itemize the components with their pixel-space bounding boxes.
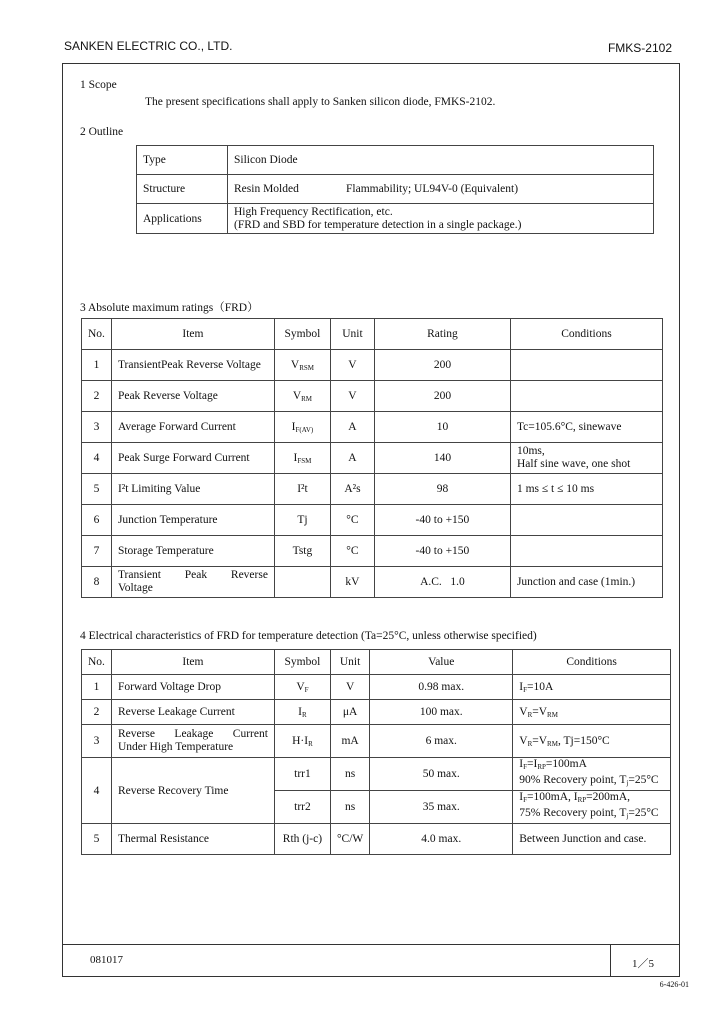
- outline-label: Applications: [137, 204, 228, 234]
- scope-text: The present specifications shall apply to Sanken silicon diode, FMKS-2102.: [145, 96, 496, 108]
- cell-no: 2: [82, 381, 112, 412]
- cell-unit: A: [330, 443, 374, 474]
- cell-conditions: [513, 675, 671, 700]
- cell-no: 8: [82, 567, 112, 598]
- table-row: [82, 725, 671, 758]
- cell-unit: ns: [330, 758, 369, 791]
- cond-part: =10A: [527, 680, 554, 693]
- cell-item: Peak Surge Forward Current: [111, 443, 274, 474]
- cond-part: =25°C: [628, 807, 659, 819]
- symbol-main: I: [291, 420, 296, 433]
- cell-item: Storage Temperature: [111, 536, 274, 567]
- cond-part: V: [519, 705, 528, 718]
- cell-conditions: [510, 443, 662, 474]
- ratings-table: [81, 318, 663, 598]
- footer-divider: [62, 944, 680, 945]
- cond-sub: RP: [577, 796, 587, 804]
- condition-line: [519, 774, 664, 790]
- cell-unit: V: [330, 350, 374, 381]
- cell-rating: -40 to +150: [374, 505, 510, 536]
- cond-sub: R: [527, 739, 533, 748]
- cell-item: Reverse Leakage Current: [111, 700, 274, 725]
- symbol-sub: F(AV): [295, 425, 314, 434]
- col-header-unit: Unit: [330, 319, 374, 350]
- symbol-sub: R: [302, 710, 307, 719]
- cell-unit: °C: [330, 505, 374, 536]
- cell-conditions: [510, 536, 662, 567]
- outline-value: [228, 175, 654, 204]
- table-row: [82, 536, 663, 567]
- cell-symbol: [274, 381, 330, 412]
- cell-conditions: [510, 350, 662, 381]
- symbol-main: I: [293, 451, 298, 464]
- symbol-sub: RM: [301, 394, 313, 403]
- outline-label: Type: [137, 146, 228, 175]
- flammability-value: Flammability; UL94V-0 (Equivalent): [346, 183, 519, 195]
- col-header-symbol: Symbol: [274, 650, 330, 675]
- cell-unit: mA: [330, 725, 369, 758]
- cell-no: 4: [82, 443, 112, 474]
- cond-part: 75% Recovery point, T: [519, 807, 627, 819]
- cell-no: 4: [82, 758, 112, 824]
- cell-conditions: [510, 381, 662, 412]
- cell-no: 5: [82, 824, 112, 855]
- item-line: Reverse Leakage Current: [117, 728, 268, 740]
- cell-no: 6: [82, 505, 112, 536]
- table-row: [82, 443, 663, 474]
- cell-conditions: Between Junction and case.: [513, 824, 671, 855]
- section-ratings-title: 3 Absolute maximum ratings（FRD）: [80, 302, 259, 314]
- applications-line: (FRD and SBD for temperature detection in a single package.): [234, 218, 522, 231]
- cell-unit: V: [330, 381, 374, 412]
- symbol-sub: F: [304, 685, 309, 694]
- cell-symbol: Tstg: [274, 536, 330, 567]
- cell-item: [111, 725, 274, 758]
- cell-conditions: 1 ms ≤ t ≤ 10 ms: [510, 474, 662, 505]
- cell-item: Reverse Recovery Time: [111, 758, 274, 824]
- cell-conditions: Junction and case (1min.): [510, 567, 662, 598]
- cell-no: 3: [82, 725, 112, 758]
- cell-item: TransientPeak Reverse Voltage: [111, 350, 274, 381]
- outline-table: [136, 145, 654, 234]
- cell-no: 2: [82, 700, 112, 725]
- col-header-no: No.: [82, 650, 112, 675]
- section-scope-title: 1 Scope: [80, 79, 117, 91]
- symbol-main: V: [292, 389, 302, 402]
- condition-line: Half sine wave, one shot: [516, 458, 631, 470]
- outline-row-structure: [137, 175, 654, 204]
- cell-item: Thermal Resistance: [111, 824, 274, 855]
- cond-part: I: [519, 680, 524, 693]
- outline-value: Silicon Diode: [228, 146, 654, 175]
- cell-symbol: Tj: [274, 505, 330, 536]
- col-header-rating: Rating: [374, 319, 510, 350]
- outline-value: [228, 204, 654, 234]
- symbol-sub: FSM: [297, 456, 312, 465]
- cond-sub: j: [626, 812, 629, 820]
- cond-part: =V: [532, 705, 548, 718]
- cell-unit: A²s: [330, 474, 374, 505]
- item-line: Voltage: [117, 582, 153, 594]
- cell-item: I²t Limiting Value: [111, 474, 274, 505]
- col-header-conditions: Conditions: [513, 650, 671, 675]
- cell-conditions: Tc=105.6°C, sinewave: [510, 412, 662, 443]
- cond-part: I: [519, 791, 524, 803]
- condition-line: [519, 758, 664, 774]
- table-row: [82, 567, 663, 598]
- cell-rating: 200: [374, 381, 510, 412]
- symbol-sub: R: [308, 739, 313, 748]
- cell-symbol: trr2: [274, 791, 330, 824]
- symbol-sub: RSM: [299, 363, 314, 372]
- cell-symbol: trr1: [274, 758, 330, 791]
- cell-rating: A.C. 1.0: [374, 567, 510, 598]
- cell-no: 3: [82, 412, 112, 443]
- cell-conditions: [513, 725, 671, 758]
- cell-rating: 140: [374, 443, 510, 474]
- condition-line: [519, 791, 664, 807]
- cond-sub: R: [527, 710, 533, 719]
- col-header-unit: Unit: [330, 650, 369, 675]
- cond-part: I: [519, 758, 524, 770]
- table-row: [82, 350, 663, 381]
- cond-part: =200mA,: [586, 791, 631, 803]
- cond-sub: F: [523, 796, 528, 804]
- item-line: Under High Temperature: [117, 741, 234, 753]
- condition-line: 10ms,: [516, 445, 545, 457]
- cond-part: =100mA, I: [527, 791, 578, 803]
- section-outline-title: 2 Outline: [80, 126, 124, 138]
- symbol-main: I: [298, 705, 303, 718]
- cell-item: Peak Reverse Voltage: [111, 381, 274, 412]
- ratings-header-row: [82, 319, 663, 350]
- page-number: 1／5: [632, 958, 654, 970]
- cell-symbol: [274, 675, 330, 700]
- table-row: [82, 824, 671, 855]
- cell-symbol: [274, 725, 330, 758]
- cell-rating: -40 to +150: [374, 536, 510, 567]
- company-name: SANKEN ELECTRIC CO., LTD.: [64, 39, 233, 53]
- outline-row-applications: [137, 204, 654, 234]
- cond-part: , Tj=150°C: [557, 734, 610, 747]
- cell-item: Junction Temperature: [111, 505, 274, 536]
- table-row: [82, 412, 663, 443]
- electrical-header-row: [82, 650, 671, 675]
- cond-sub: F: [523, 685, 528, 694]
- col-header-value: Value: [370, 650, 513, 675]
- cell-symbol: [274, 350, 330, 381]
- cell-symbol: [274, 412, 330, 443]
- cell-conditions: [513, 791, 671, 824]
- cond-part: 90% Recovery point, T: [519, 774, 627, 786]
- table-row: [82, 758, 671, 791]
- cell-symbol: [274, 443, 330, 474]
- col-header-no: No.: [82, 319, 112, 350]
- cell-no: 1: [82, 350, 112, 381]
- cell-rating: 10: [374, 412, 510, 443]
- col-header-conditions: Conditions: [510, 319, 662, 350]
- cell-unit: °C: [330, 536, 374, 567]
- cell-value: 100 max.: [370, 700, 513, 725]
- cell-value: 4.0 max.: [370, 824, 513, 855]
- cell-unit: A: [330, 412, 374, 443]
- table-row: [82, 474, 663, 505]
- footer-date: 081017: [90, 954, 123, 966]
- cond-sub: RM: [547, 739, 558, 748]
- condition-line: [519, 807, 664, 823]
- cond-sub: RP: [537, 763, 546, 771]
- cell-value: 6 max.: [370, 725, 513, 758]
- cell-rating: 200: [374, 350, 510, 381]
- cell-no: 5: [82, 474, 112, 505]
- outline-row-type: [137, 146, 654, 175]
- cell-conditions: [513, 700, 671, 725]
- cell-symbol: [274, 567, 330, 598]
- cell-no: 1: [82, 675, 112, 700]
- table-row: [82, 381, 663, 412]
- cell-conditions: [510, 505, 662, 536]
- cell-item: Forward Voltage Drop: [111, 675, 274, 700]
- cell-unit: kV: [330, 567, 374, 598]
- col-header-item: Item: [111, 319, 274, 350]
- cell-unit: ns: [330, 791, 369, 824]
- cell-unit: V: [330, 675, 369, 700]
- cell-no: 7: [82, 536, 112, 567]
- cell-rating: 98: [374, 474, 510, 505]
- cond-sub: RM: [547, 710, 558, 719]
- applications-line: High Frequency Rectification, etc.: [234, 205, 393, 218]
- symbol-main: V: [296, 680, 305, 693]
- cell-unit: °C/W: [330, 824, 369, 855]
- cell-item: [111, 567, 274, 598]
- form-code: 6-426-01: [659, 980, 689, 989]
- document-number: FMKS-2102: [607, 41, 672, 55]
- symbol-main: V: [290, 358, 300, 371]
- cell-unit: μA: [330, 700, 369, 725]
- structure-value: Resin Molded: [234, 183, 299, 195]
- electrical-table: [81, 649, 671, 855]
- col-header-symbol: Symbol: [274, 319, 330, 350]
- section-electrical-title: 4 Electrical characteristics of FRD for temperature detection (Ta=25°C, unless otherwise specified): [80, 630, 537, 642]
- cell-item: Average Forward Current: [111, 412, 274, 443]
- cond-part: =I: [527, 758, 538, 770]
- footer-column-divider: [610, 944, 611, 977]
- table-row: [82, 700, 671, 725]
- cond-part: =V: [532, 734, 548, 747]
- item-line: Transient Peak Reverse: [117, 569, 268, 581]
- outline-label: Structure: [137, 175, 228, 204]
- cell-value: 0.98 max.: [370, 675, 513, 700]
- table-row: [82, 675, 671, 700]
- symbol-main: H·I: [292, 734, 309, 747]
- cond-part: V: [519, 734, 528, 747]
- cell-conditions: [513, 758, 671, 791]
- cell-value: 50 max.: [370, 758, 513, 791]
- table-row: [82, 505, 663, 536]
- cell-value: 35 max.: [370, 791, 513, 824]
- cond-sub: F: [523, 763, 528, 771]
- cond-part: =25°C: [628, 774, 659, 786]
- cond-part: =100mA: [545, 758, 587, 770]
- col-header-item: Item: [111, 650, 274, 675]
- cell-symbol: Rth (j-c): [274, 824, 330, 855]
- cell-symbol: I²t: [274, 474, 330, 505]
- cond-sub: j: [626, 779, 629, 787]
- cell-symbol: [274, 700, 330, 725]
